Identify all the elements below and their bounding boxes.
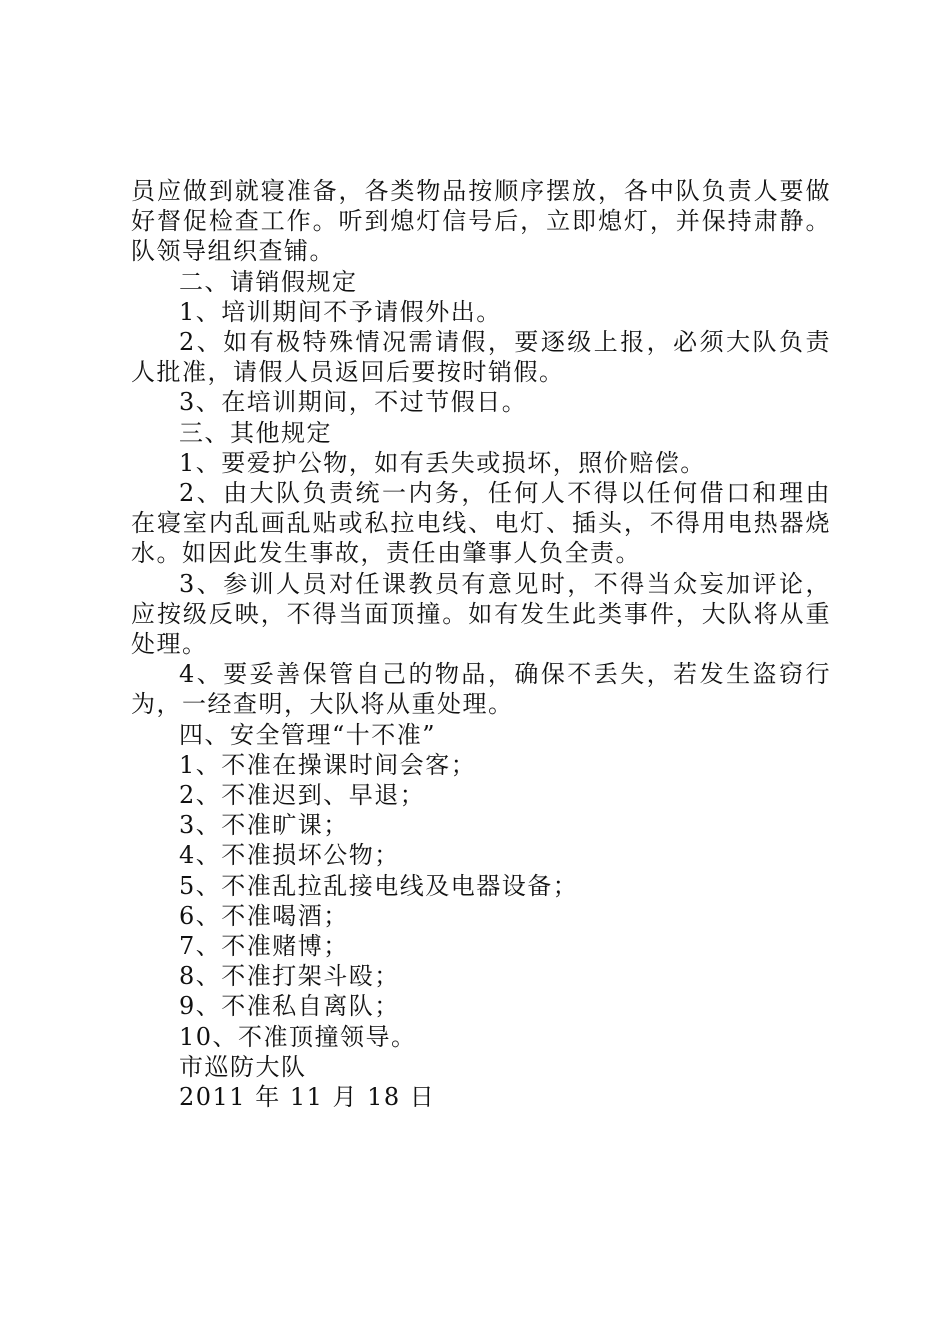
list-item: 3、不准旷课； — [179, 811, 349, 840]
body-paragraph: 2、由大队负责统一内务，任何人不得以任何借口和理由在寝室内乱画乱贴或私拉电线、电灯、插头，不得用电热器烧水。如因此发生事故，责任由肇事人负全责。 — [131, 479, 831, 568]
list-item: 9、不准私自离队； — [179, 992, 400, 1021]
section-heading-other: 三、其他规定 — [179, 418, 332, 447]
body-paragraph: 1、要爱护公物，如有丢失或损坏，照价赔偿。 — [179, 448, 706, 477]
list-item: 1、不准在操课时间会客； — [179, 750, 477, 779]
list-item: 8、不准打架斗殴； — [179, 962, 400, 991]
list-item: 6、不准喝酒； — [179, 901, 349, 930]
list-item: 10、不准顶撞领导。 — [179, 1022, 417, 1051]
list-item: 4、不准损坏公物； — [179, 841, 400, 870]
list-item: 2、不准迟到、早退； — [179, 781, 426, 810]
body-paragraph: 1、培训期间不予请假外出。 — [179, 297, 502, 326]
body-paragraph: 2、如有极特殊情况需请假，要逐级上报，必须大队负责人批准，请假人员返回后要按时销假。 — [131, 328, 831, 387]
body-paragraph: 3、参训人员对任课教员有意见时，不得当众妄加评论，应按级反映，不得当面顶撞。如有发生此类事件，大队将从重处理。 — [131, 569, 831, 659]
body-paragraph: 员应做到就寝准备，各类物品按顺序摆放，各中队负责人要做好督促检查工作。听到熄灯信号后，立即熄灯，并保持肃静。队领导组织查铺。 — [131, 177, 831, 266]
list-item: 5、不准乱拉乱接电线及电器设备； — [179, 871, 579, 900]
document-body — [131, 176, 831, 1112]
body-paragraph: 4、要妥善保管自己的物品，确保不丢失，若发生盗窃行为，一经查明，大队将从重处理。 — [131, 660, 831, 719]
signature-date: 2011 年 11 月 18 日 — [179, 1083, 436, 1112]
section-heading-leave: 二、请销假规定 — [179, 267, 358, 296]
signature-organization: 市巡防大队 — [179, 1052, 307, 1081]
body-paragraph: 3、在培训期间，不过节假日。 — [179, 388, 528, 417]
section-heading-safety: 四、安全管理“十不准” — [179, 720, 437, 749]
list-item: 7、不准赌博； — [179, 932, 349, 961]
